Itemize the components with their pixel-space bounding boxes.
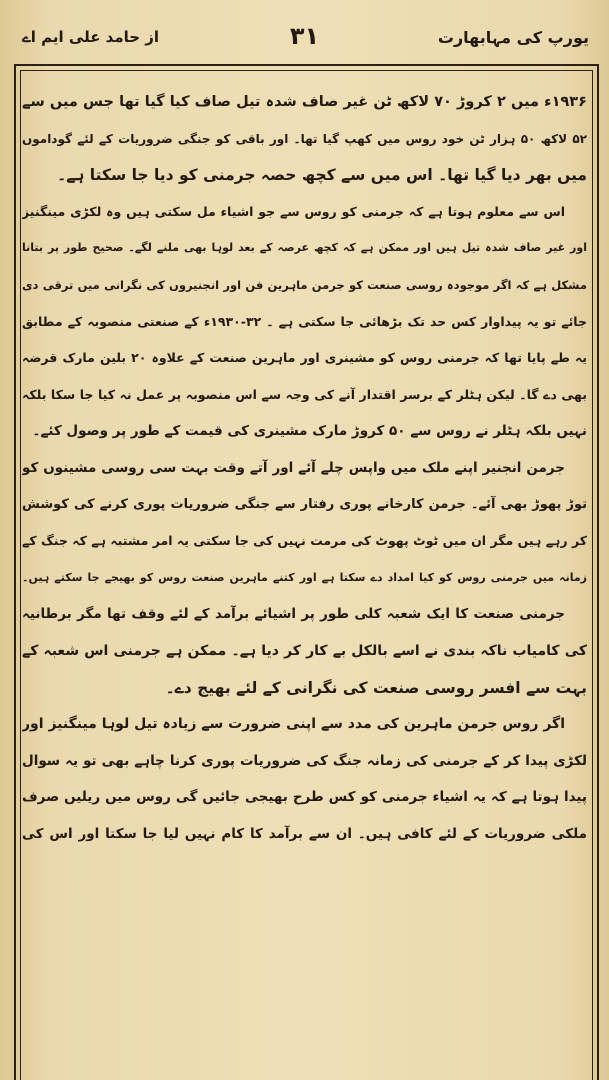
text-line: بھی دے گا۔ لیکن ہٹلر کے برسر اقتدار آنے کی وجہ سے اس منصوبہ پر عمل نہ کیا جا سکا بلکہ bbox=[22, 386, 587, 402]
text-line: یہ طے پایا تھا کہ جرمنی روس کو مشینری اور ماہرین صنعت کے علاوہ ۲۰ بلین مارک قرضہ bbox=[22, 350, 587, 366]
author-name: از حامد علی ایم اے bbox=[22, 28, 160, 46]
text-line: مشکل ہے کہ اگر موجودہ روسی صنعت کو جرمن ماہرین فن اور انجنیروں کی نگرانی میں ترقی دی bbox=[22, 277, 587, 292]
text-line: زمانہ میں جرمنی روس کو کیا امداد دے سکتا ہے اور کتنے ماہرین صنعت روس کو بھیجے جا سکتے ہیں۔ bbox=[22, 570, 587, 584]
page-header bbox=[8, 22, 601, 58]
text-line: نہیں بلکہ ہٹلر نے روس سے ۵۰ کروڑ مارک مشینری کی قیمت کے طور پر وصول کئے۔ bbox=[32, 423, 587, 440]
text-line: اور غیر صاف شدہ تیل ہیں اور ممکن ہے کہ کچھ عرصہ کے بعد لوہا بھی ملنے لگے۔ صحیح طور پر بتانا bbox=[22, 241, 587, 255]
text-line: کر رہے ہیں مگر ان میں ٹوٹ پھوٹ کی مرمت نہیں کی جا سکتی یہ امر مشتبہ ہے کہ جنگ کے bbox=[22, 533, 587, 549]
text-line: کی کامیاب ناکہ بندی نے اسے بالکل بے کار کر دیا ہے۔ ممکن ہے جرمنی اس شعبہ کے bbox=[22, 642, 587, 659]
body-text bbox=[22, 84, 587, 852]
text-line: جرمنی صنعت کا ایک شعبہ کلی طور پر اشیائے برآمد کے لئے وقف تھا مگر برطانیہ bbox=[22, 606, 565, 623]
text-line: اس سے معلوم ہوتا ہے کہ جرمنی کو روس سے جو اشیاء مل سکتی ہیں وہ لکڑی مینگنیز bbox=[22, 203, 565, 219]
text-line: ۱۹۳۶ء میں ۲ کروڑ ۷۰ لاکھ ٹن غیر صاف شدہ تیل صاف کیا گیا تھا جس میں سے bbox=[22, 94, 587, 110]
text-line: جرمن انجنیر اپنے ملک میں واپس چلے آئے اور آتے وقت بہت سی روسی مشینوں کو bbox=[22, 459, 565, 476]
text-line: جائے تو یہ پیداوار کس حد تک بڑھائی جا سکتی ہے ۔ ۳۲-۱۹۳۰ء کے صنعتی منصوبہ کے مطابق bbox=[22, 313, 587, 329]
text-line: میں بھر دیا گیا تھا۔ اس میں سے کچھ حصہ جرمنی کو دیا جا سکتا ہے۔ bbox=[57, 166, 587, 185]
book-title: یورپ کی مہابھارت bbox=[437, 28, 589, 47]
page-number: ۳۱ bbox=[289, 22, 320, 50]
text-line: پیدا ہوتا ہے کہ یہ اشیاء جرمنی کو کس طرح بھیجی جائیں گی روس میں ریلیں صرف bbox=[22, 789, 587, 806]
text-line: توڑ پھوڑ بھی آئے۔ جرمن کارخانے پوری رفتار سے جنگی ضروریات پوری کرنے کی کوشش bbox=[22, 496, 587, 512]
text-line: ملکی ضروریات کے لئے کافی ہیں۔ ان سے برآمد کا کام نہیں لیا جا سکتا اور اس کی bbox=[22, 825, 587, 842]
text-line: ۵۲ لاکھ ۵۰ ہزار ٹن خود روس میں کھپ گیا تھا۔ اور باقی کو جنگی ضروریات کے لئے گوداموں bbox=[22, 131, 587, 146]
text-line: لکڑی پیدا کر کے جرمنی کی زمانہ جنگ کی ضروریات پوری کرنا چاہے بھی تو یہ سوال bbox=[22, 752, 587, 769]
text-line: اگر روس جرمن ماہرین کی مدد سے اپنی ضرورت سے زیادہ تیل لوہا مینگنیز اور bbox=[22, 716, 565, 733]
text-line: بہت سے افسر روسی صنعت کی نگرانی کے لئے بھیج دے۔ bbox=[165, 678, 587, 697]
